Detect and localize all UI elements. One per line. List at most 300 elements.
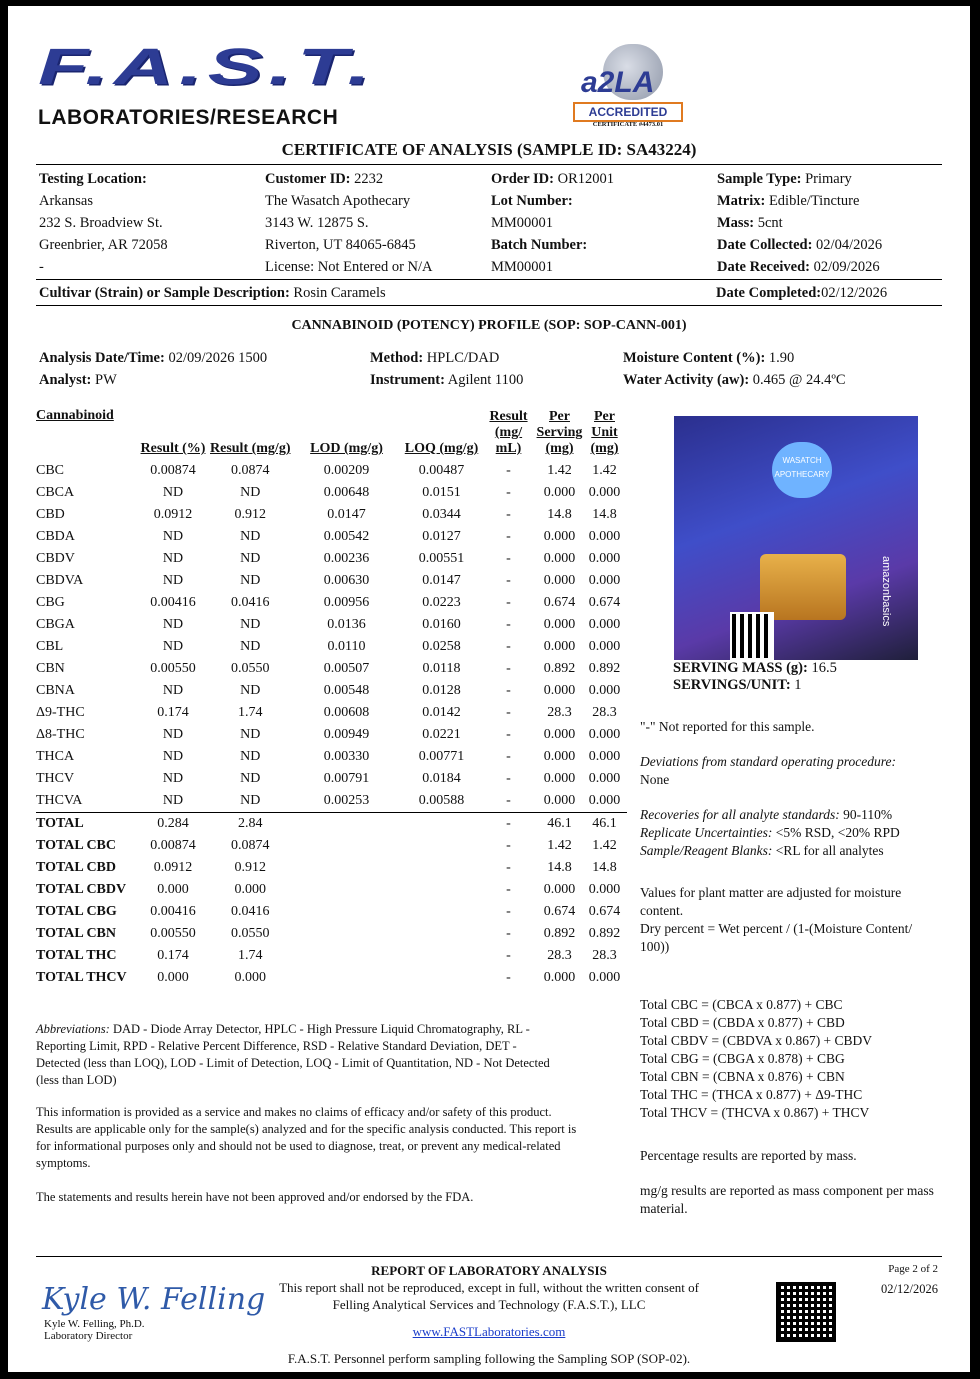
table-cell: 28.3 — [592, 705, 617, 720]
table-cell: 0.000 — [234, 882, 266, 897]
table-cell: ND — [162, 617, 184, 632]
cultivar-label: Cultivar (Strain) or Sample Description: — [39, 285, 290, 301]
table-cell: - — [506, 683, 511, 698]
footer-date: 02/12/2026 — [881, 1282, 938, 1296]
table-cell: ND — [240, 573, 261, 588]
signature: Kyle W. Felling — [42, 1282, 266, 1317]
table-cell: - — [506, 573, 511, 588]
cannabinoid-name: Δ8-THC — [36, 727, 85, 742]
table-cell: 0.000 — [543, 793, 576, 808]
table-cell: ND — [162, 771, 184, 786]
table-cell: 0.00956 — [323, 595, 370, 610]
table-cell: 0.00416 — [150, 904, 196, 919]
date-collected-label: Date Collected: — [717, 237, 813, 253]
serving-mass-label: SERVING MASS (g): — [673, 660, 808, 676]
qr-code-icon — [776, 1282, 836, 1342]
table-cell: 0.000 — [588, 551, 621, 566]
table-cell — [291, 857, 403, 879]
table-row — [36, 460, 627, 482]
table-cell: ND — [162, 529, 184, 544]
date-received: 02/09/2026 — [813, 259, 880, 275]
column-header: Result (mg/ mL) — [489, 409, 528, 456]
not-reported-note: "-" Not reported for this sample. — [640, 719, 815, 734]
table-cell: 0.00771 — [418, 749, 465, 764]
table-cell: 0.000 — [588, 771, 621, 786]
cannabinoid-name: TOTAL CBD — [36, 860, 117, 875]
table-cell: 0.0344 — [422, 507, 461, 522]
table-cell: ND — [240, 617, 261, 632]
table-row — [36, 702, 627, 724]
table-cell — [291, 879, 403, 901]
column-header: LOQ (mg/g) — [404, 441, 479, 456]
cannabinoid-name: TOTAL CBG — [36, 904, 117, 919]
moisture-label: Moisture Content (%): — [623, 350, 766, 366]
table-cell: 0.0110 — [327, 639, 366, 654]
percentage-note: Percentage results are reported by mass. — [640, 1148, 857, 1163]
table-cell: 0.000 — [588, 529, 621, 544]
dry-percent-formula: Dry percent = Wet percent / (1-(Moisture Content/ 100)) — [640, 921, 913, 954]
total-row — [36, 857, 627, 879]
table-cell: 0.000 — [543, 882, 576, 897]
table-cell: - — [506, 882, 511, 897]
table-cell: 28.3 — [547, 705, 572, 720]
table-cell: 0.00608 — [323, 705, 370, 720]
total-row — [36, 835, 627, 857]
table-cell: - — [506, 904, 511, 919]
brand-label: WASATCH APOTHECARY — [772, 442, 832, 498]
table-cell: 0.00791 — [323, 771, 370, 786]
table-cell: 0.00487 — [418, 463, 465, 478]
accredited-label: ACCREDITED — [573, 102, 683, 122]
table-cell: 1.42 — [592, 838, 617, 853]
replicate: <5% RSD, <20% RPD — [775, 825, 900, 840]
table-cell: 0.00416 — [150, 595, 196, 610]
table-cell: 0.0142 — [422, 705, 461, 720]
instrument-label: Instrument: — [370, 372, 445, 388]
table-cell: 0.00630 — [323, 573, 370, 588]
table-cell: 0.674 — [543, 904, 576, 919]
moisture: 1.90 — [768, 350, 795, 366]
table-cell: 0.00548 — [323, 683, 370, 698]
abbreviations — [36, 1021, 556, 1089]
table-cell: 0.00253 — [323, 793, 370, 808]
servings-unit: 1 — [794, 677, 802, 693]
table-cell: ND — [240, 529, 261, 544]
table-cell: 0.000 — [543, 749, 576, 764]
table-cell: ND — [162, 485, 184, 500]
table-cell: 0.000 — [543, 485, 576, 500]
method-label: Method: — [370, 350, 424, 366]
cannabinoid-name: TOTAL CBC — [36, 838, 117, 853]
mass-label: Mass: — [717, 215, 755, 231]
order-id-label: Order ID: — [491, 171, 554, 187]
table-row — [36, 614, 627, 636]
analyst: PW — [95, 372, 117, 388]
serving-mass: 16.5 — [811, 660, 837, 676]
table-cell: 0.000 — [543, 529, 576, 544]
table-cell: - — [506, 551, 511, 566]
testing-city: Greenbrier, AR 72058 — [39, 237, 168, 253]
table-cell: ND — [240, 771, 261, 786]
cannabinoid-name: CBDVA — [36, 573, 84, 588]
total-row — [36, 879, 627, 901]
cannabinoid-name: TOTAL THC — [36, 948, 117, 963]
divider — [36, 305, 942, 306]
table-cell: 46.1 — [537, 813, 583, 836]
customer-id-label: Customer ID: — [265, 171, 351, 187]
sample-info — [717, 168, 947, 278]
table-cell: - — [506, 485, 511, 500]
table-cell — [291, 967, 403, 989]
cannabinoid-name: CBGA — [36, 617, 75, 632]
total-row — [36, 945, 627, 967]
table-cell: 0.0160 — [422, 617, 461, 632]
cannabinoid-name: CBD — [36, 507, 65, 522]
certificate-number: CERTIFICATE #4473.01 — [592, 121, 664, 128]
deviations: None — [640, 772, 670, 787]
table-cell: - — [506, 639, 511, 654]
table-cell: 0.000 — [588, 573, 621, 588]
order-id: OR12001 — [557, 171, 614, 187]
abbreviations-label: Abbreviations: — [36, 1022, 110, 1036]
date-completed-label: Date Completed: — [716, 285, 822, 301]
table-cell: 0.000 — [543, 683, 576, 698]
table-cell: 0.0184 — [422, 771, 461, 786]
fast-logo-subtitle: LABORATORIES/RESEARCH — [38, 106, 339, 129]
testing-location-label: Testing Location: — [39, 171, 147, 187]
column-header: Per Unit (mg) — [590, 409, 619, 456]
order-info — [491, 168, 711, 278]
table-cell: 0.000 — [543, 771, 576, 786]
cannabinoid-name: Δ9-THC — [36, 705, 85, 720]
column-header: Result (%) — [140, 441, 206, 456]
table-row — [36, 658, 627, 680]
table-cell: 0.000 — [157, 970, 189, 985]
table-row — [36, 768, 627, 790]
table-row — [36, 526, 627, 548]
table-cell: 0.0912 — [153, 507, 193, 522]
date-completed: 02/12/2026 — [821, 285, 888, 301]
date-received-label: Date Received: — [717, 259, 810, 275]
table-cell: 0.00209 — [323, 463, 370, 478]
table-cell — [403, 967, 481, 989]
table-cell: 0.00588 — [418, 793, 465, 808]
table-cell: 0.912 — [234, 507, 266, 522]
table-cell: ND — [162, 573, 184, 588]
table-cell: 0.0874 — [231, 463, 270, 478]
table-cell: 0.0127 — [422, 529, 461, 544]
table-cell — [403, 879, 481, 901]
table-cell: 0.0223 — [422, 595, 461, 610]
sampling-note: F.A.S.T. Personnel perform sampling following the Sampling SOP (SOP-02). — [287, 1351, 691, 1366]
table-cell: - — [506, 793, 511, 808]
table-cell: 0.892 — [543, 661, 576, 676]
cannabinoid-name: CBDA — [36, 529, 75, 544]
table-cell: 0.00551 — [418, 551, 465, 566]
table-cell: ND — [240, 485, 261, 500]
table-cell: 0.000 — [588, 727, 621, 742]
table-cell: 1.74 — [238, 705, 263, 720]
table-cell: 0.00874 — [150, 463, 196, 478]
customer-name: The Wasatch Apothecary — [265, 193, 411, 209]
analysis-date: 02/09/2026 1500 — [168, 350, 268, 366]
table-cell: 28.3 — [547, 948, 572, 963]
website-link[interactable]: www.FASTLaboratories.com — [412, 1324, 566, 1339]
table-cell: - — [506, 727, 511, 742]
water-activity: 0.465 @ 24.4ºC — [752, 372, 846, 388]
instrument: Agilent 1100 — [447, 372, 524, 388]
table-cell: 0.892 — [588, 926, 621, 941]
signer-title: Laboratory Director — [44, 1330, 133, 1342]
analyst-label: Analyst: — [39, 372, 92, 388]
customer-address: 3143 W. 12875 S. — [265, 215, 369, 231]
table-cell: ND — [162, 749, 184, 764]
table-cell: - — [506, 948, 511, 963]
table-row — [36, 790, 627, 813]
table-cell: - — [506, 749, 511, 764]
table-cell: 0.00648 — [323, 485, 370, 500]
cannabinoid-name: THCA — [36, 749, 75, 764]
cultivar: Rosin Caramels — [293, 285, 386, 301]
table-cell: ND — [162, 727, 184, 742]
table-cell — [403, 813, 481, 836]
table-cell: - — [506, 463, 511, 478]
table-cell: 1.42 — [547, 838, 572, 853]
total-row — [36, 901, 627, 923]
testing-address: 232 S. Broadview St. — [39, 215, 163, 231]
table-cell — [291, 813, 403, 836]
table-cell — [403, 857, 481, 879]
water-activity-label: Water Activity (aw): — [623, 372, 750, 388]
table-cell — [291, 835, 403, 857]
table-cell: 0.0118 — [422, 661, 461, 676]
matrix: Edible/Tincture — [768, 193, 860, 209]
cannabinoid-name: CBCA — [36, 485, 75, 500]
table-cell: 0.284 — [136, 813, 210, 836]
table-cell: 0.892 — [588, 661, 621, 676]
table-cell — [403, 835, 481, 857]
formula-line: Total THC = (THCA x 0.877) + Δ9-THC — [640, 1087, 863, 1102]
table-cell: ND — [162, 793, 184, 808]
table-cell: 0.912 — [234, 860, 266, 875]
table-cell — [291, 945, 403, 967]
table-cell: - — [506, 838, 511, 853]
table-cell: 0.00949 — [323, 727, 370, 742]
table-cell: 0.000 — [588, 882, 621, 897]
table-cell — [403, 945, 481, 967]
table-cell: 0.892 — [543, 926, 576, 941]
table-cell: 0.0912 — [153, 860, 193, 875]
testing-state: Arkansas — [39, 193, 93, 209]
blanks: <RL for all analytes — [775, 843, 884, 858]
testing-location — [39, 168, 259, 278]
table-cell: 0.174 — [157, 948, 189, 963]
table-cell: 0.0147 — [327, 507, 366, 522]
cannabinoid-name: CBN — [36, 661, 65, 676]
table-cell — [403, 923, 481, 945]
batch-number-label: Batch Number: — [491, 237, 588, 253]
testing-extra: - — [39, 259, 44, 275]
table-cell: 1.42 — [592, 463, 617, 478]
cannabinoid-name: THCVA — [36, 793, 83, 808]
fast-logo-text: F.A.S.T. — [38, 38, 377, 96]
table-cell: - — [506, 595, 511, 610]
mgg-note: mg/g results are reported as mass component per mass material. — [640, 1183, 934, 1216]
table-cell — [403, 901, 481, 923]
table-cell: - — [506, 705, 511, 720]
table-cell: 0.0221 — [422, 727, 461, 742]
table-cell: 1.42 — [547, 463, 572, 478]
table-cell: 0.0874 — [231, 838, 270, 853]
table-cell: 0.000 — [543, 639, 576, 654]
date-completed-row — [716, 282, 887, 304]
divider — [36, 164, 942, 165]
table-cell: 0.000 — [588, 970, 621, 985]
table-cell: 14.8 — [547, 860, 572, 875]
table-cell: 0.000 — [543, 573, 576, 588]
column-header: Per Serving (mg) — [536, 409, 583, 456]
table-cell: 14.8 — [592, 507, 617, 522]
moisture-info — [623, 347, 846, 391]
table-row — [36, 482, 627, 504]
cannabinoid-name: CBC — [36, 463, 65, 478]
formula-line: Total CBN = (CBNA x 0.876) + CBN — [640, 1069, 845, 1084]
certificate-page — [8, 6, 970, 1372]
table-cell: 0.674 — [588, 595, 621, 610]
table-cell: ND — [240, 639, 261, 654]
table-cell: 0.00874 — [150, 838, 196, 853]
table-row — [36, 724, 627, 746]
table-cell: 0.00507 — [323, 661, 370, 676]
batch-number: MM00001 — [491, 259, 554, 275]
analysis-date-label: Analysis Date/Time: — [39, 350, 165, 366]
date-collected: 02/04/2026 — [816, 237, 883, 253]
table-cell: 0.0136 — [327, 617, 366, 632]
table-cell: - — [506, 771, 511, 786]
deviations-label: Deviations from standard operating procedure: — [640, 754, 896, 769]
disclaimer-text: This information is provided as a service and makes no claims of efficacy and/or safety of this product. Results are applicable only for the sample(s) analyzed and for the specific analysis conducted. This report is for informational purposes only and should not be used to diagnose, treat, or prevent any medical-related symptoms. — [36, 1105, 577, 1170]
table-cell: 0.00550 — [150, 926, 196, 941]
table-cell: 0.0258 — [422, 639, 461, 654]
table-cell: ND — [162, 639, 184, 654]
cannabinoid-name: TOTAL CBN — [36, 926, 117, 941]
method-info — [370, 347, 523, 391]
cultivar-row — [39, 282, 386, 304]
total-row — [36, 967, 627, 989]
serving-info — [673, 660, 837, 694]
column-header: Result (mg/g) — [210, 441, 291, 456]
table-cell: ND — [240, 749, 261, 764]
table-cell: 0.174 — [157, 705, 189, 720]
table-cell: 0.000 — [588, 793, 621, 808]
table-cell: 0.674 — [588, 904, 621, 919]
table-cell: 0.000 — [543, 551, 576, 566]
matrix-label: Matrix: — [717, 193, 766, 209]
cannabinoid-name: CBDV — [36, 551, 75, 566]
sample-photo — [674, 416, 918, 660]
table-cell: 0.0416 — [231, 595, 270, 610]
table-row — [36, 636, 627, 658]
table-row — [36, 548, 627, 570]
recoveries-label: Recoveries for all analyte standards: — [640, 807, 840, 822]
table-cell: 0.0128 — [422, 683, 461, 698]
table-cell: 0.000 — [234, 970, 266, 985]
qr-code-icon — [730, 612, 774, 660]
cannabinoid-name: CBNA — [36, 683, 75, 698]
method: HPLC/DAD — [426, 350, 500, 366]
formula-line: Total CBD = (CBDA x 0.877) + CBD — [640, 1015, 845, 1030]
mass: 5cnt — [757, 215, 783, 231]
table-cell: ND — [240, 551, 261, 566]
table-cell: 0.674 — [543, 595, 576, 610]
table-cell: 46.1 — [583, 813, 627, 836]
table-row — [36, 680, 627, 702]
recoveries: 90-110% — [843, 807, 893, 822]
reproduction-note: This report shall not be reproduced, except in full, without the written consent of — [279, 1280, 699, 1295]
cannabinoid-name: THCV — [36, 771, 75, 786]
table-cell: 0.000 — [588, 749, 621, 764]
table-cell: 0.000 — [157, 882, 189, 897]
a2la-logo-text: a2LA — [581, 66, 655, 99]
formula-line: Total CBDV = (CBDVA x 0.867) + CBDV — [640, 1033, 873, 1048]
table-cell: - — [506, 617, 511, 632]
table-cell: 14.8 — [547, 507, 572, 522]
certificate-title: CERTIFICATE OF ANALYSIS (SAMPLE ID: SA43224) — [281, 140, 697, 159]
total-formulas — [640, 996, 940, 1122]
table-cell: 0.0550 — [231, 926, 270, 941]
table-cell: ND — [240, 683, 261, 698]
sample-type: Primary — [805, 171, 852, 187]
caramel-image — [760, 554, 846, 620]
formula-line: Total THCV = (THCVA x 0.867) + THCV — [640, 1105, 870, 1120]
table-cell: 2.84 — [210, 813, 291, 836]
table-cell: ND — [240, 727, 261, 742]
table-cell: 0.000 — [588, 485, 621, 500]
moisture-note: Values for plant matter are adjusted for moisture content. — [640, 885, 902, 918]
disclaimer — [36, 1104, 586, 1206]
lot-number: MM00001 — [491, 215, 554, 231]
replicate-label: Replicate Uncertainties: — [640, 825, 773, 840]
table-cell — [291, 923, 403, 945]
signer-name: Kyle W. Felling, Ph.D. — [44, 1318, 145, 1330]
customer-city: Riverton, UT 84065-6845 — [265, 237, 416, 253]
customer-id: 2232 — [354, 171, 384, 187]
table-cell: ND — [162, 683, 184, 698]
table-cell: - — [506, 529, 511, 544]
table-row — [36, 570, 627, 592]
total-row — [36, 923, 627, 945]
page-number: Page 2 of 2 — [888, 1263, 938, 1275]
cannabinoid-name: CBG — [36, 595, 65, 610]
table-row — [36, 746, 627, 768]
table-header-row — [36, 404, 627, 460]
cannabinoid-name: TOTAL CBDV — [36, 882, 127, 897]
table-cell: - — [506, 661, 511, 676]
table-cell: 0.000 — [588, 617, 621, 632]
servings-unit-label: SERVINGS/UNIT: — [673, 677, 791, 693]
table-cell: 28.3 — [592, 948, 617, 963]
divider — [36, 1256, 942, 1257]
table-cell: 0.00236 — [323, 551, 370, 566]
table-cell: 0.00550 — [150, 661, 196, 676]
table-cell: 0.0147 — [422, 573, 461, 588]
table-cell: 0.000 — [588, 639, 621, 654]
table-cell: 14.8 — [592, 860, 617, 875]
table-cell: 0.00330 — [323, 749, 370, 764]
divider — [36, 279, 942, 280]
table-cell: - — [506, 507, 511, 522]
abbreviations-text: DAD - Diode Array Detector, HPLC - High Pressure Liquid Chromatography, RL - Reporting Limit, RPD - Relative Percent Difference, RSD - Relative Standard Deviation, DET - Detected (less than LOQ), LOD - Limit of Detection, LOQ - Limit of Quantitation, ND - Not Detected (less than LOD) — [36, 1022, 550, 1087]
